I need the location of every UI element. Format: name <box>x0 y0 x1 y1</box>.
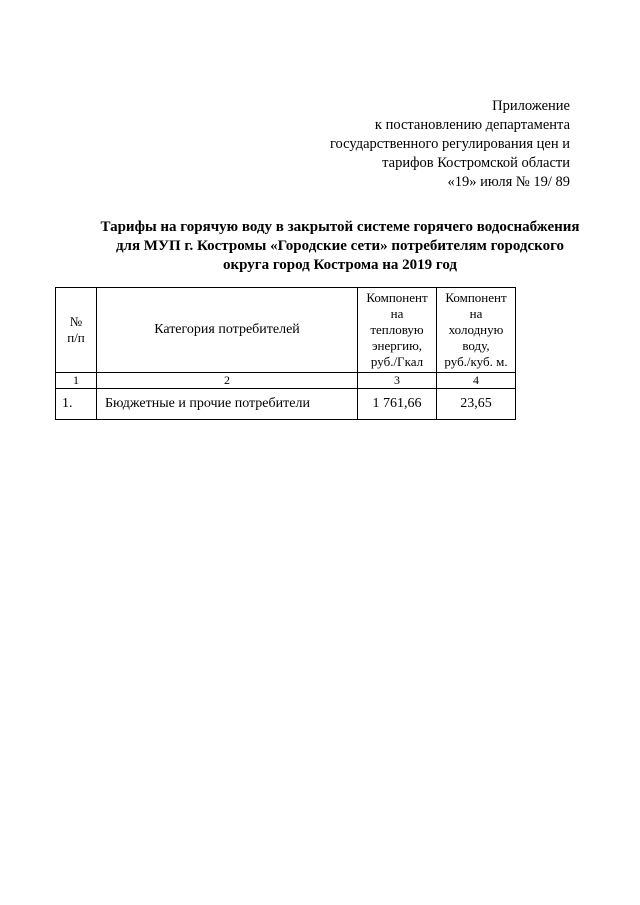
index-cell: 4 <box>437 373 516 389</box>
appendix-block <box>330 97 570 192</box>
table-header-row <box>56 288 516 373</box>
title-line: для МУП г. Костромы «Городские сети» потребителям городского <box>115 238 565 254</box>
tariff-table <box>55 287 516 420</box>
appendix-line: тарифов Костромской области <box>382 155 570 171</box>
appendix-line: государственного регулирования цен и <box>329 136 570 152</box>
index-cell: 1 <box>56 373 97 389</box>
row-number: 1. <box>56 389 97 420</box>
table-row <box>56 389 516 420</box>
header-cold-component: Компонент на холодную воду, руб./куб. м. <box>437 288 516 373</box>
row-heat-tariff: 1 761,66 <box>358 389 437 420</box>
header-heat-component: Компонент на тепловую энергию, руб./Гкал <box>358 288 437 373</box>
title-line: округа город Кострома на 2019 год <box>222 257 458 273</box>
index-cell: 2 <box>97 373 358 389</box>
row-cold-tariff: 23,65 <box>437 389 516 420</box>
index-cell: 3 <box>358 373 437 389</box>
document-title <box>60 218 620 275</box>
title-line: Тарифы на горячую воду в закрытой системе горячего водоснабжения <box>100 219 580 235</box>
row-category: Бюджетные и прочие потребители <box>97 389 358 420</box>
appendix-line: «19» июля № 19/ 89 <box>447 174 570 190</box>
header-number: № п/п <box>56 288 97 373</box>
appendix-line: Приложение <box>492 98 570 114</box>
table-index-row <box>56 373 516 389</box>
appendix-line: к постановлению департамента <box>374 117 570 133</box>
header-category: Категория потребителей <box>97 288 358 373</box>
